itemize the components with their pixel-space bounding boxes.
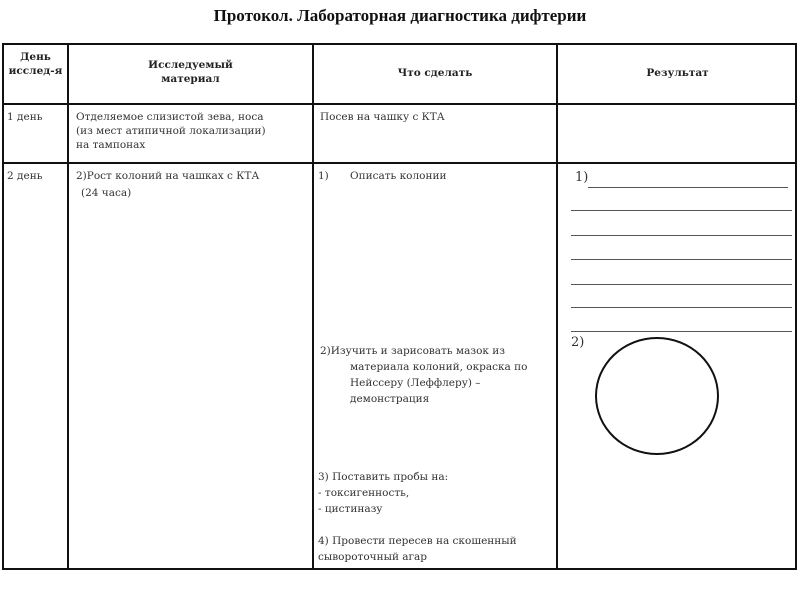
drawing-circle[interactable] bbox=[595, 337, 719, 455]
answer-line[interactable] bbox=[571, 235, 792, 236]
header-material-line: материал bbox=[161, 73, 220, 85]
header-material-line: Исследуемый bbox=[148, 59, 233, 71]
row1-todo: Посев на чашку с КТА bbox=[320, 111, 445, 123]
step-line: - токсигенность, bbox=[318, 487, 410, 499]
row1-day: 1 день bbox=[7, 111, 43, 123]
answer-line[interactable] bbox=[571, 331, 792, 332]
column-divider bbox=[67, 43, 69, 570]
row2-step1-number: 1) bbox=[318, 170, 329, 182]
row1-material bbox=[76, 110, 266, 152]
answer-line[interactable] bbox=[571, 307, 792, 308]
step-line: демонстрация bbox=[350, 393, 430, 405]
answer-line[interactable] bbox=[571, 210, 792, 211]
header-todo: Что сделать bbox=[397, 67, 473, 79]
result-item2-label: 2) bbox=[571, 335, 585, 350]
row-divider bbox=[2, 162, 797, 164]
row2-day: 2 день bbox=[7, 170, 43, 182]
header-result: Результат bbox=[646, 67, 709, 79]
material-line: (24 часа) bbox=[81, 187, 132, 199]
row2-step2 bbox=[320, 343, 527, 407]
answer-line[interactable] bbox=[571, 284, 792, 285]
row2-step4 bbox=[318, 533, 517, 565]
result-item1-label: 1) bbox=[575, 170, 589, 185]
header-material bbox=[69, 58, 312, 86]
answer-line[interactable] bbox=[571, 259, 792, 260]
step-line: материала колоний, окраска по bbox=[350, 361, 528, 373]
answer-line[interactable] bbox=[588, 187, 788, 188]
material-line: 2)Рост колоний на чашках с КТА bbox=[76, 170, 260, 182]
column-divider bbox=[312, 43, 314, 570]
row2-material bbox=[76, 169, 259, 200]
row2-step1: Описать колонии bbox=[350, 170, 447, 182]
step-line: 2)Изучить и зарисовать мазок из bbox=[320, 345, 506, 357]
header-day-line: День bbox=[20, 51, 51, 63]
header-day-line: исслед-я bbox=[8, 65, 63, 77]
material-line: Отделяемое слизистой зева, носа bbox=[76, 111, 264, 123]
page-title: Протокол. Лабораторная диагностика дифтерии bbox=[213, 6, 587, 25]
step-line: сывороточный агар bbox=[318, 551, 428, 563]
step-line: - цистиназу bbox=[318, 503, 383, 515]
material-line: на тампонах bbox=[76, 139, 146, 151]
row-divider bbox=[2, 103, 797, 105]
row2-step3 bbox=[318, 469, 448, 517]
step-line: Нейссеру (Леффлеру) – bbox=[350, 377, 481, 389]
step-line: 3) Поставить пробы на: bbox=[318, 471, 449, 483]
material-line: (из мест атипичной локализации) bbox=[76, 125, 266, 137]
step-line: 4) Провести пересев на скошенный bbox=[318, 535, 517, 547]
column-divider bbox=[556, 43, 558, 570]
header-day bbox=[4, 50, 67, 78]
